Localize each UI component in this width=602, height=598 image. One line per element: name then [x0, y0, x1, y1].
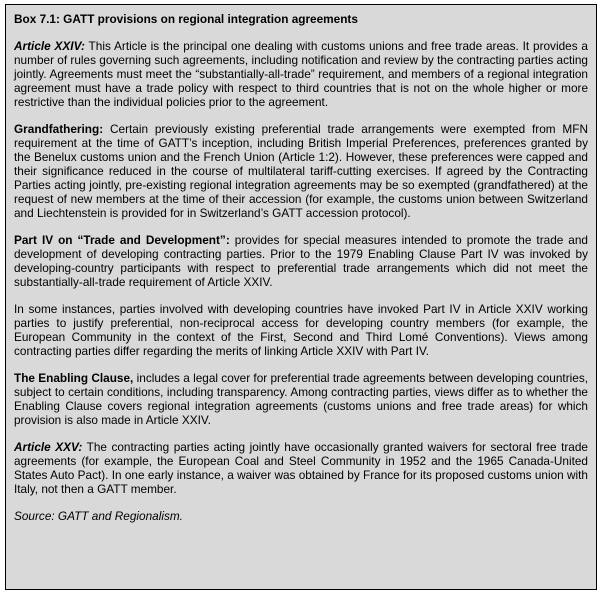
- box-title: Box 7.1: GATT provisions on regional integration agreements: [14, 12, 358, 26]
- paragraph-lead: Article XXV:: [14, 440, 83, 454]
- paragraph-part-iv-instances: [14, 302, 588, 358]
- paragraph-text: Certain previously existing preferential trade arrangements were exempted from MFN requirement at the time of GATT’s inception, including British Imperial Preferences, preferences granted by the Benelux customs union and the French Union (Article 1:2). However, these preferences were capped and their significance reduced in the course of multilateral tariff-cutting exercises. If agreed by the Contracting Parties acting jointly, pre-existing regional integration agreements may be so exempted (grandfathered) at the request of new members at the time of their accession (for example, the customs union between Switzerland and Liechtenstein is provided for in Switzerland’s GATT accession protocol).: [14, 122, 588, 220]
- source-note: Source: GATT and Regionalism.: [14, 509, 183, 523]
- paragraph-text: includes a legal cover for preferential trade agreements between developing countries, subject to certain conditions, including transparency. Among contracting parties, views differ as to whether the Enabling Clause covers regional integration agreements (customs unions and free trade areas) for which provision is also made in Article XXIV.: [14, 371, 588, 427]
- paragraph-lead: Part IV on “Trade and Development”:: [14, 233, 230, 247]
- paragraph-text: This Article is the principal one dealing with customs unions and free trade areas. It provides a number of rules governing such agreements, including notification and review by the contracting parties acting jointly. Agreements must meet the “substantially-all-trade” requirement, and members of a regional integration agreement must have a trade policy with respect to third countries that is not on the whole higher or more restrictive than the individual policies prior to the agreement.: [14, 39, 588, 109]
- paragraph-text: In some instances, parties involved with developing countries have invoked Part IV in Article XXIV working parties to justify preferential, non-reciprocal access for developing country members (for example, the European Community in the context of the First, Second and Third Lomé Conventions). Views among contracting parties differ regarding the merits of linking Article XXIV with Part IV.: [14, 302, 588, 358]
- paragraph-text: provides for special measures intended to promote the trade and development of developing contracting parties. Prior to the 1979 Enabling Clause Part IV was invoked by developing-country participants with respect to preferential trade arrangements which did not meet the substantially-all-trade requirement of Article XXIV.: [14, 233, 588, 289]
- paragraph-grandfathering: [14, 122, 588, 220]
- paragraph-lead: Article XXIV:: [14, 39, 85, 53]
- paragraph-article-xxv: [14, 440, 588, 496]
- paragraph-enabling-clause: [14, 371, 588, 427]
- paragraph-text: The contracting parties acting jointly have occasionally granted waivers for sectoral free trade agreements (for example, the European Coal and Steel Community in 1952 and the 1965 Canada-United States Auto Pact). In one early instance, a waiver was obtained by France for its proposed customs union with Italy, not then a GATT member.: [14, 440, 588, 496]
- paragraph-lead: Grandfathering:: [14, 122, 104, 136]
- paragraph-lead: The Enabling Clause,: [14, 371, 134, 385]
- paragraph-part-iv: [14, 233, 588, 289]
- paragraph-article-xxiv: [14, 39, 588, 109]
- gatt-provisions-box: [5, 4, 597, 590]
